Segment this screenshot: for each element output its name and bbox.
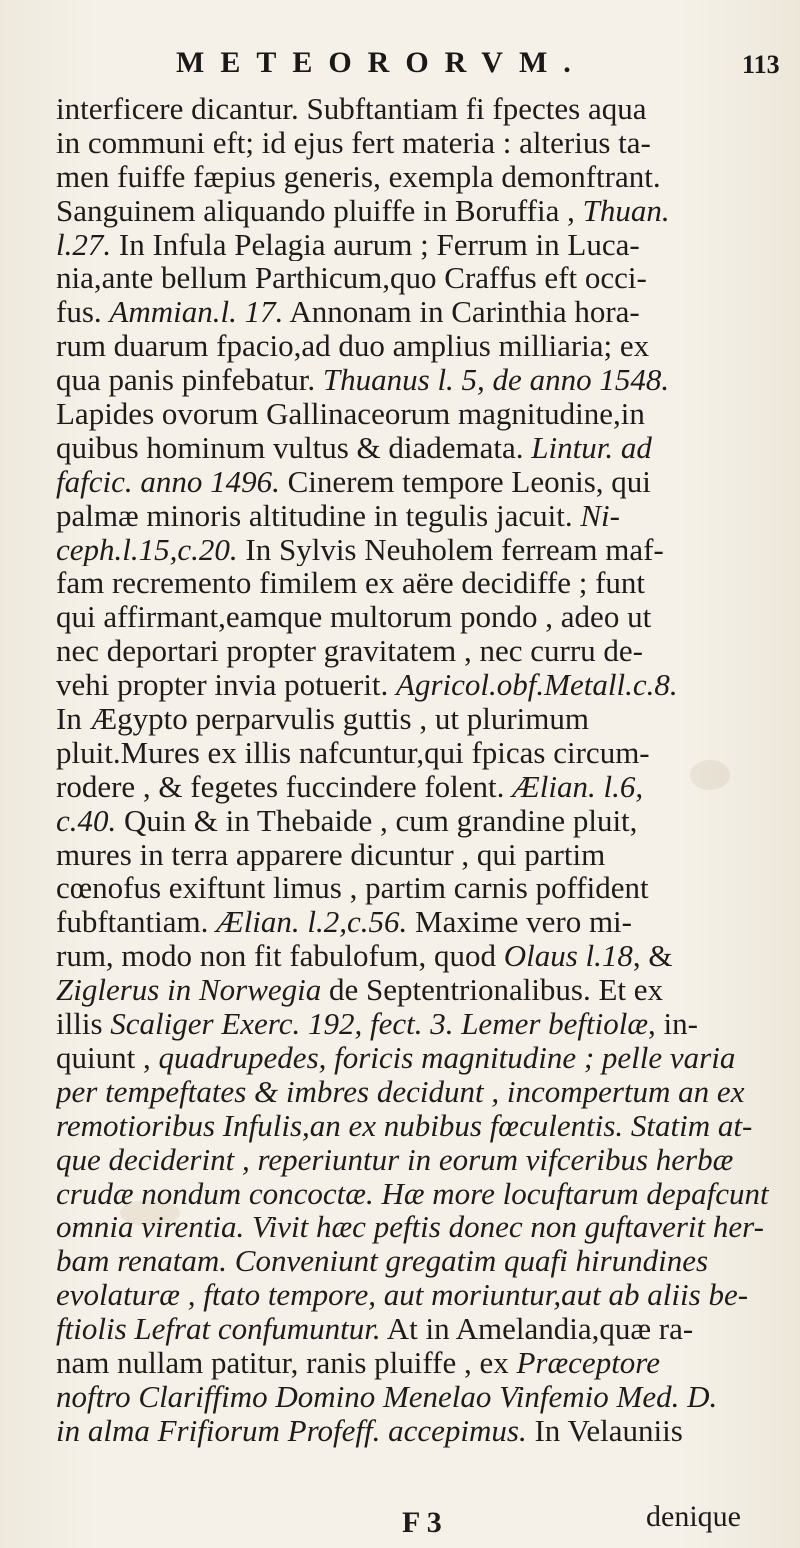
text-line (56, 600, 788, 634)
roman-text: palmæ minoris altitudine in tegulis jacuit. (56, 498, 581, 533)
italic-citation: omnia virentia. Vivit hæc peftis donec non guftaverit her- (56, 1210, 764, 1245)
text-line (56, 499, 788, 533)
italic-citation: Ælian. l.6, (512, 769, 644, 804)
roman-text: Annonam in Carinthia hora- (283, 295, 640, 330)
italic-citation: ceph.l.15,c.20. (56, 532, 238, 567)
text-line (56, 1075, 788, 1109)
roman-text: In Infula Pelagia aurum ; Ferrum in Luca- (111, 227, 640, 262)
signature-mark: F 3 (402, 1506, 442, 1539)
text-line (56, 804, 788, 838)
text-line (56, 838, 788, 872)
text-line (56, 770, 788, 804)
italic-citation: Thuanus l. 5, de anno 1548. (322, 363, 670, 398)
italic-citation: per tempeftates & imbres decidunt , incompertum an ex (56, 1074, 745, 1109)
text-line (56, 736, 788, 770)
text-line (56, 702, 788, 736)
roman-text: in communi eft; id ejus fert materia : alterius ta- (56, 125, 651, 160)
page-number: 113 (742, 50, 780, 79)
italic-citation: in alma Frifiorum Profeff. accepimus. (56, 1413, 527, 1448)
text-line (56, 431, 788, 465)
roman-text: interficere dicantur. Subftantiam fi fpectes aqua (56, 92, 647, 126)
text-line (56, 634, 788, 668)
roman-text: Lapides ovorum Gallinaceorum magnitudine,in (56, 397, 645, 431)
italic-citation: quadrupedes, foricis magnitudine ; pelle varia (158, 1040, 736, 1075)
running-title: METEORORVM. (176, 46, 587, 79)
roman-text: men fuiffe fæpius generis, exempla demonftrant. (56, 159, 661, 194)
roman-text: quiunt , (56, 1040, 159, 1075)
italic-citation: remotioribus Infulis,an ex nubibus fœculentis. Statim at- (56, 1108, 753, 1143)
italic-citation: Thuan. (582, 193, 670, 228)
text-line (56, 533, 788, 567)
text-line (56, 939, 788, 973)
roman-text: fubftantiam. (56, 905, 217, 940)
text-line (56, 160, 788, 194)
text-line (56, 1244, 788, 1278)
text-line (56, 194, 788, 228)
roman-text: de Septentrionalibus. Et ex (321, 973, 664, 1008)
roman-text: qui affirmant,eamque multorum pondo , adeo ut (56, 600, 652, 635)
text-line (56, 1346, 788, 1380)
page-footer (0, 1500, 800, 1546)
italic-citation: que deciderint , reperiuntur in eorum vifceribus herbæ (56, 1142, 734, 1177)
text-line (56, 363, 788, 397)
roman-text: illis (56, 1007, 111, 1041)
italic-citation: l.27. (56, 227, 112, 262)
text-line (56, 1278, 788, 1312)
italic-citation: c.40. (56, 803, 117, 838)
roman-text: rodere , & fegetes fuccindere folent. (56, 769, 513, 804)
text-line (56, 566, 788, 600)
roman-text: pluit.Mures ex illis nafcuntur,qui fpicas circum- (56, 735, 650, 770)
italic-citation: Præceptore (516, 1345, 660, 1380)
text-line (56, 1210, 788, 1244)
roman-text: Cinerem tempore Leonis, qui (279, 464, 651, 499)
italic-citation: Lintur. ad (531, 430, 652, 465)
roman-text: cœnofus exiftunt limus , partim carnis poffident (56, 871, 649, 906)
body-text (56, 92, 788, 1448)
text-line (56, 126, 788, 160)
roman-text: , & (632, 939, 673, 974)
italic-citation: bam renatam. Conveniunt gregatim quafi hirundines (56, 1244, 709, 1279)
italic-citation: crudæ nondum concoctæ. Hæ more locuftarum depafcunt (56, 1176, 769, 1211)
text-line (56, 397, 788, 431)
text-line (56, 973, 788, 1007)
text-line (56, 905, 788, 939)
roman-text: Sanguinem aliquando pluiffe in Boruffia , (56, 193, 583, 228)
roman-text: nia,ante bellum Parthicum,quo Craffus eft occi- (56, 261, 647, 296)
roman-text: fus. (56, 295, 110, 330)
roman-text: rum duarum fpacio,ad duo amplius milliaria; ex (56, 329, 650, 364)
italic-citation: Ælian. l.2,c.56. (216, 905, 408, 940)
text-line (56, 1041, 788, 1075)
text-line (56, 1177, 788, 1211)
italic-citation: fafcic. anno 1496. (56, 464, 280, 499)
text-line (56, 295, 788, 329)
roman-text: qua panis pinfebatur. (56, 363, 323, 398)
roman-text: In Velauniis (526, 1413, 683, 1448)
text-line (56, 1312, 788, 1346)
roman-text: nam nullam patitur, ranis pluiffe , ex (56, 1345, 517, 1380)
italic-citation: Agricol.obf.Metall.c.8. (396, 668, 678, 703)
text-line (56, 668, 788, 702)
roman-text: nec deportari propter gravitatem , nec curru de- (56, 634, 643, 669)
roman-text: Quin & in Thebaide , cum grandine pluit, (116, 803, 638, 838)
italic-citation: Olaus l.18 (503, 939, 633, 974)
roman-text: At in Amelandia,quæ ra- (380, 1312, 694, 1346)
roman-text: rum, modo non fit fabulofum, quod (56, 939, 504, 974)
italic-citation: ftiolis Lefrat confumuntur. (56, 1312, 381, 1346)
roman-text: quibus hominum vultus & diademata. (56, 430, 532, 465)
text-line (56, 1143, 788, 1177)
text-line (56, 261, 788, 295)
roman-text: , in- (648, 1007, 698, 1041)
roman-text: fam recremento fimilem ex aëre decidiffe ; funt (56, 566, 645, 601)
italic-citation: Ziglerus in Norwegia (56, 973, 322, 1008)
text-line (56, 1380, 788, 1414)
text-line (56, 465, 788, 499)
roman-text: vehi propter invia potuerit. (56, 668, 397, 703)
italic-citation: Ni- (580, 498, 620, 533)
text-line (56, 1414, 788, 1448)
roman-text: Maxime vero mi- (407, 905, 632, 940)
roman-text: In Ægypto perparvulis guttis , ut plurimum (56, 702, 589, 736)
roman-text: In Sylvis Neuholem ferream maf- (237, 532, 664, 567)
italic-citation: noftro Clariffimo Domino Menelao Vinfemio Med. D. (56, 1379, 718, 1414)
text-line (56, 1007, 788, 1041)
italic-citation: Scaliger Exerc. 192, fect. 3. Lemer beftiolæ (110, 1007, 649, 1041)
text-line (56, 871, 788, 905)
roman-text: mures in terra apparere dicuntur , qui partim (56, 837, 606, 872)
catchword: denique (646, 1500, 741, 1533)
text-line (56, 92, 788, 126)
text-line (56, 1109, 788, 1143)
italic-citation: Ammian.l. 17. (109, 295, 284, 330)
text-line (56, 329, 788, 363)
italic-citation: evolaturæ , ftato tempore, aut moriuntur,aut ab aliis be- (56, 1278, 749, 1313)
page-header (0, 46, 800, 86)
text-line (56, 228, 788, 262)
